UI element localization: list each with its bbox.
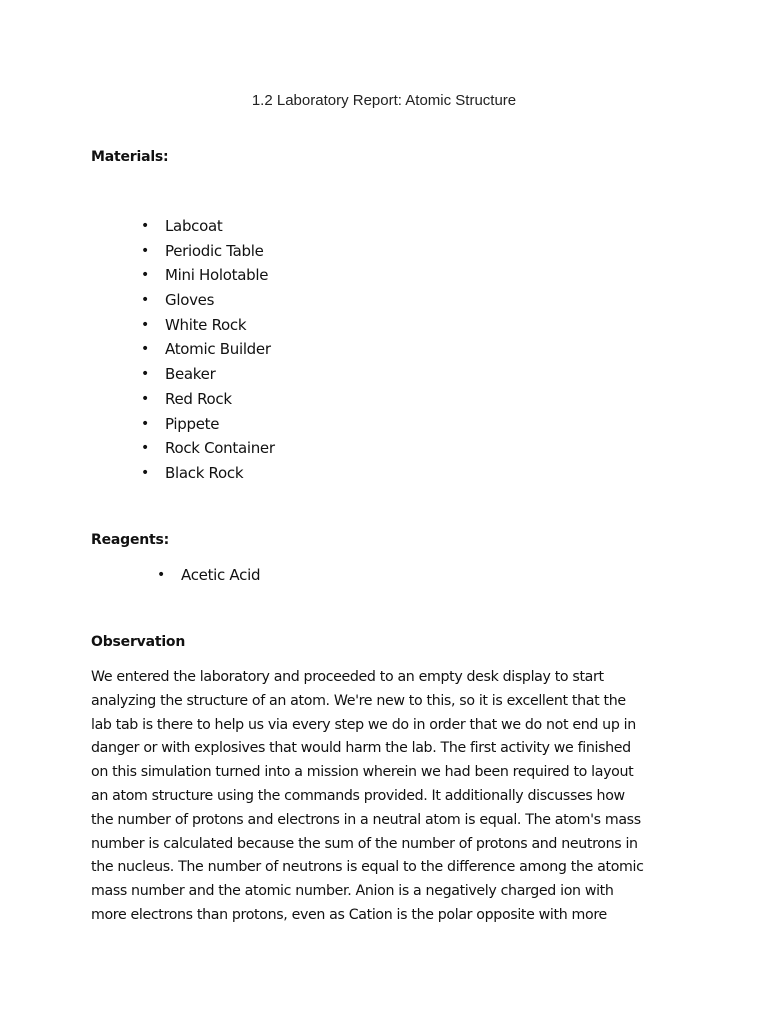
- list-item: [141, 362, 275, 387]
- materials-item: Black Rock: [165, 463, 244, 482]
- paragraph-line: the nucleus. The number of neutrons is equal to the difference among the atomic: [91, 859, 644, 876]
- reagents-item: Acetic Acid: [181, 566, 261, 584]
- bullet-icon: •: [141, 440, 149, 457]
- list-item: [141, 214, 275, 239]
- materials-item: Labcoat: [165, 217, 223, 235]
- bullet-icon: •: [141, 218, 149, 234]
- list-item: [141, 387, 275, 412]
- materials-item: Atomic Builder: [165, 340, 271, 359]
- observation-heading: Observation: [91, 634, 186, 650]
- paragraph-line: mass number and the atomic number. Anion is a negatively charged ion with: [91, 883, 614, 900]
- materials-heading: Materials:: [91, 149, 169, 165]
- paragraph-line: number is calculated because the sum of the number of protons and neutrons in: [91, 835, 638, 852]
- bullet-icon: •: [141, 464, 149, 481]
- paragraph-line: analyzing the structure of an atom. We're new to this, so it is excellent that the: [91, 692, 626, 709]
- bullet-icon: •: [141, 390, 149, 407]
- materials-item: Mini Holotable: [165, 266, 269, 285]
- materials-list: [141, 214, 275, 486]
- observation-paragraph: [91, 666, 691, 928]
- materials-item: White Rock: [165, 315, 247, 334]
- reagents-heading: Reagents:: [91, 532, 170, 548]
- list-item: [141, 436, 275, 461]
- bullet-icon: •: [141, 292, 149, 309]
- paragraph-line: more electrons than protons, even as Cation is the polar opposite with more: [91, 906, 607, 923]
- materials-item: Pippete: [165, 414, 220, 433]
- list-item: [141, 239, 275, 264]
- materials-item: Red Rock: [165, 389, 232, 408]
- bullet-icon: •: [141, 316, 149, 333]
- document-title: 1.2 Laboratory Report: Atomic Structure: [251, 92, 517, 109]
- list-item: [141, 313, 275, 338]
- bullet-icon: •: [141, 366, 149, 383]
- bullet-icon: •: [141, 415, 149, 432]
- paragraph-line: lab tab is there to help us via every step we do in order that we do not end up in: [91, 716, 636, 733]
- list-item: [141, 288, 275, 313]
- bullet-icon: •: [141, 267, 149, 284]
- list-item: [141, 263, 275, 288]
- reagents-list: [157, 563, 260, 588]
- materials-item: Periodic Table: [165, 241, 264, 260]
- materials-item: Beaker: [165, 365, 216, 384]
- bullet-icon: •: [157, 567, 165, 583]
- paragraph-line: an atom structure using the commands provided. It additionally discusses how: [91, 787, 625, 804]
- materials-item: Gloves: [165, 291, 215, 310]
- paragraph-line: on this simulation turned into a mission wherein we had been required to layout: [91, 764, 634, 781]
- list-item: [141, 412, 275, 437]
- list-item: [141, 461, 275, 486]
- bullet-icon: •: [141, 242, 149, 259]
- paragraph-line: danger or with explosives that would harm the lab. The first activity we finished: [91, 740, 631, 757]
- list-item: [141, 337, 275, 362]
- bullet-icon: •: [141, 341, 149, 358]
- list-item: [157, 563, 260, 588]
- paragraph-line: the number of protons and electrons in a neutral atom is equal. The atom's mass: [91, 811, 641, 828]
- materials-item: Rock Container: [165, 439, 275, 458]
- paragraph-line: We entered the laboratory and proceeded to an empty desk display to start: [91, 669, 604, 685]
